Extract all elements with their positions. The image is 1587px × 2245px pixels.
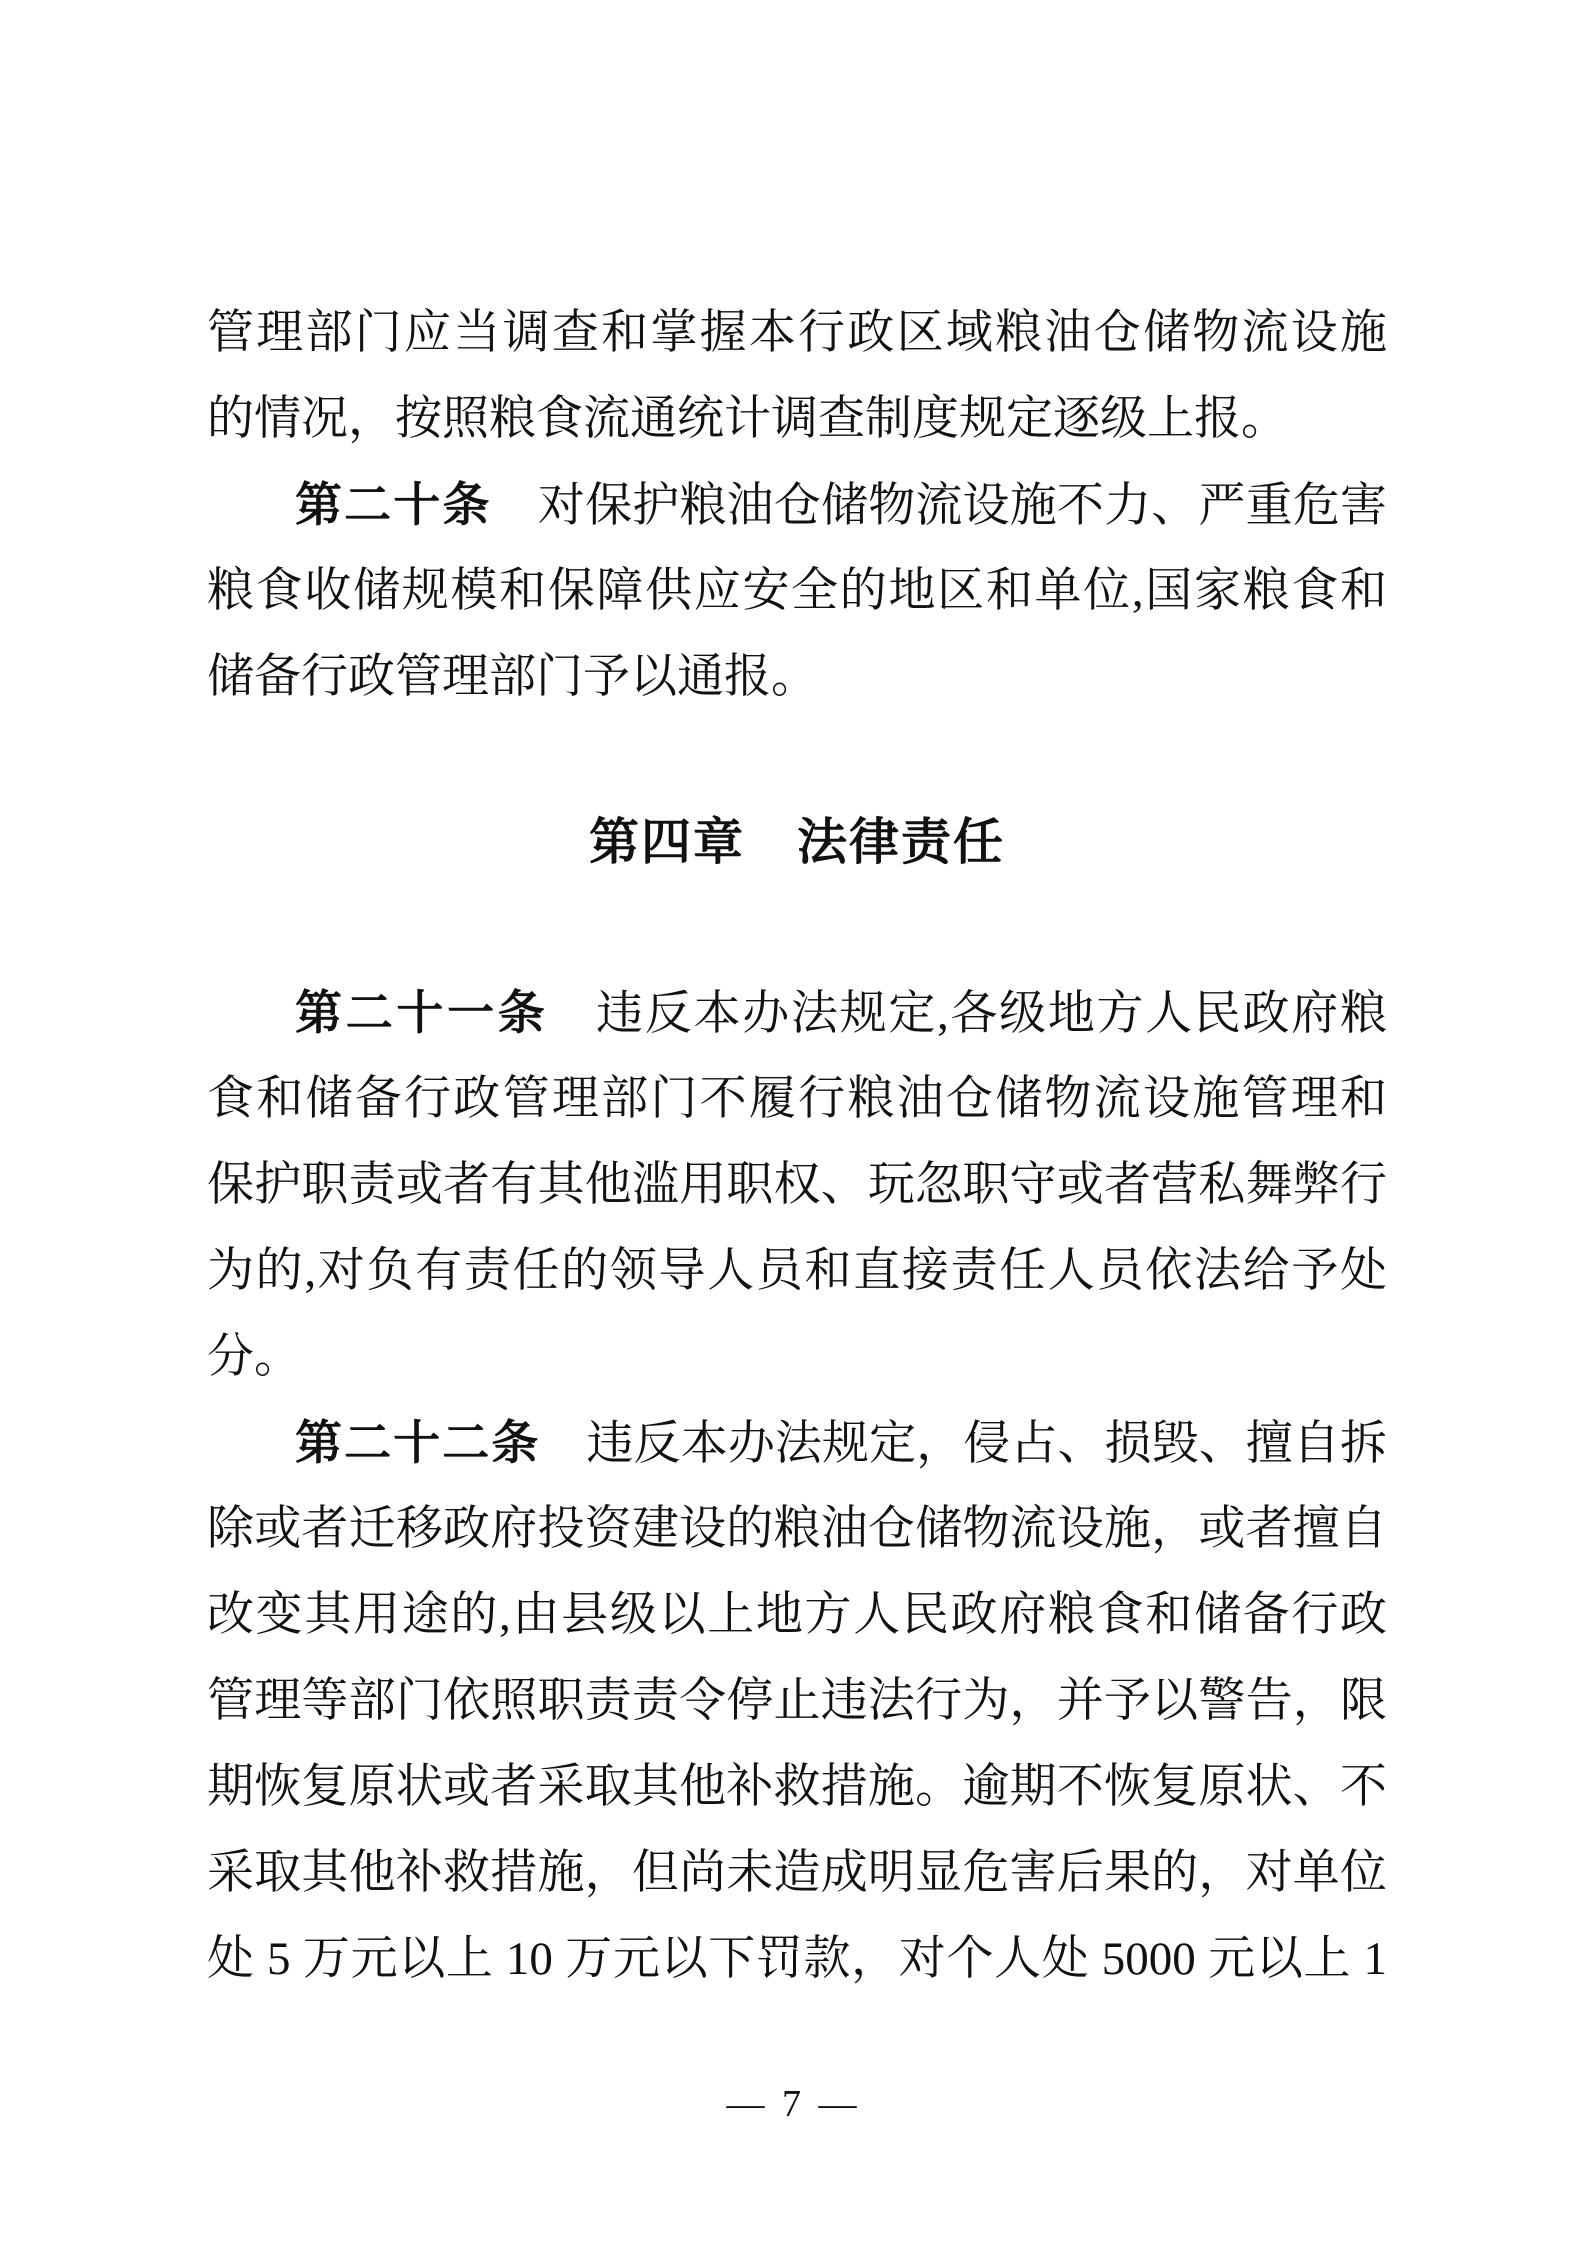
text-line: 管理等部门依照职责责令停止违法行为，并予以警告，限 [207, 1675, 1387, 1727]
text-line [207, 970, 1387, 1056]
text-line: 粮食收储规模和保障供应安全的地区和单位,国家粮食和 [207, 565, 1387, 617]
article-22-label: 第二十二条 [295, 1416, 541, 1469]
line-text: 违反本办法规定，侵占、损毁、擅自拆 [586, 1418, 1388, 1470]
text-line: 除或者迁移政府投资建设的粮油仓储物流设施，或者擅自 [207, 1503, 1387, 1555]
document-body [207, 290, 1387, 2002]
label-gap [540, 1458, 586, 1459]
text-line: 食和储备行政管理部门不履行粮油仓储物流设施管理和 [207, 1073, 1387, 1125]
label-gap [548, 1028, 594, 1029]
chapter-heading: 第四章 法律责任 [589, 814, 1005, 870]
text-line: 储备行政管理部门予以通报。 [207, 651, 818, 703]
text-line: 处 5 万元以上 10 万元以下罚款，对个人处 5000 元以上 1 [207, 1933, 1387, 1985]
line-text: 违反本办法规定,各级地方人民政府粮 [594, 988, 1388, 1040]
text-line [207, 1400, 1387, 1486]
text-line: 保护职责或者有其他滥用职权、玩忽职守或者营私舞弊行 [207, 1159, 1387, 1211]
article-21-label: 第二十一条 [295, 986, 549, 1039]
line-text: 对保护粮油仓储物流设施不力、严重危害 [537, 480, 1388, 532]
text-line [207, 462, 1387, 548]
text-line: 期恢复原状或者采取其他补救措施。逾期不恢复原状、不 [207, 1761, 1387, 1813]
text-line: 管理部门应当调查和掌握本行政区域粮油仓储物流设施 [207, 307, 1387, 359]
paragraph-article-20 [207, 462, 1387, 720]
page-footer [0, 2082, 1587, 2126]
text-line: 采取其他补救措施，但尚未造成明显危害后果的，对单位 [207, 1847, 1387, 1899]
page-number: — 7 — [726, 2083, 861, 2125]
text-line: 改变其用途的,由县级以上地方人民政府粮食和储备行政 [207, 1589, 1387, 1641]
paragraph-continuation [207, 290, 1387, 462]
text-line: 为的,对负有责任的领导人员和直接责任人员依法给予处 [207, 1245, 1387, 1297]
text-line: 的情况，按照粮食流通统计调查制度规定逐级上报。 [207, 393, 1288, 445]
text-line: 分。 [207, 1331, 301, 1383]
article-20-label: 第二十条 [295, 478, 492, 531]
paragraph-article-21 [207, 970, 1387, 1400]
paragraph-article-22 [207, 1400, 1387, 2002]
label-gap [492, 520, 538, 521]
